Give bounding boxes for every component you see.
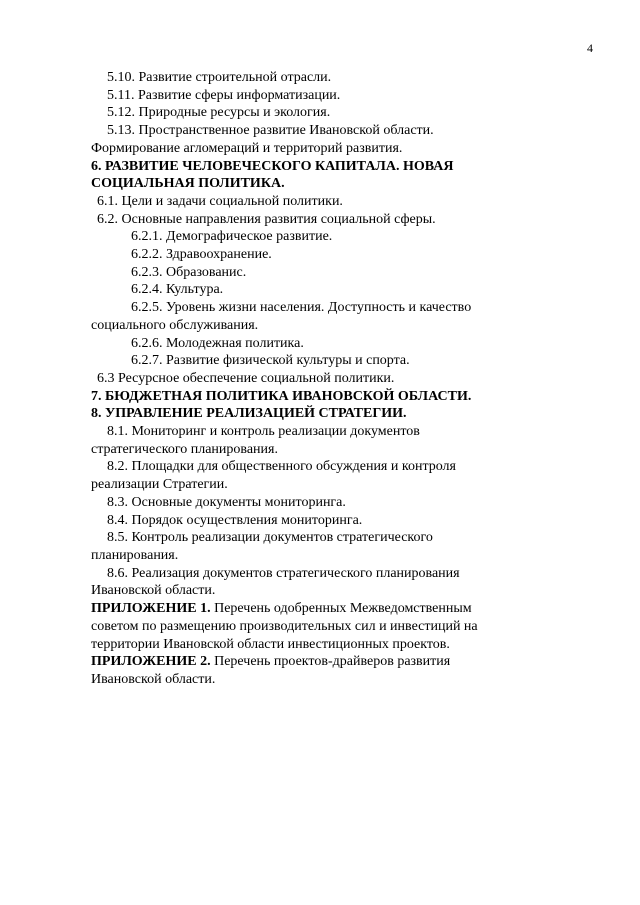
toc-item-5-11: 5.11. Развитие сферы информатизации. [107,87,341,103]
toc-item-5-12: 5.12. Природные ресурсы и экология. [107,105,331,121]
toc-item-6-1: 6.1. Цели и задачи социальной политики. [97,193,343,209]
toc-appendix-1-label: ПРИЛОЖЕНИЕ 1. [91,601,211,617]
toc-item-6-2-5-cont: социального обслуживания. [91,317,259,333]
toc-item-6-2-4: 6.2.4. Культура. [131,282,224,298]
toc-appendix-2-title: Перечень проектов-драйверов развития [210,654,451,670]
toc-item-5-13-cont: Формирование агломераций и территорий развития. [91,140,403,156]
toc-appendix-1-title: Перечень одобренных Межведомственным [210,601,472,617]
toc-appendix-2-label: ПРИЛОЖЕНИЕ 2. [91,654,211,670]
toc-item-6-2-6: 6.2.6. Молодежная политика. [131,335,304,351]
toc-item-8-2-cont: реализации Стратегии. [91,477,228,493]
toc-section-7-heading: 7. БЮДЖЕТНАЯ ПОЛИТИКА ИВАНОВСКОЙ ОБЛАСТИ. [91,388,472,404]
toc-section-6-heading-cont: СОЦИАЛЬНАЯ ПОЛИТИКА. [91,176,285,192]
toc-section-8-heading: 8. УПРАВЛЕНИЕ РЕАЛИЗАЦИЕЙ СТРАТЕГИИ. [91,406,407,422]
toc-item-6-2-3: 6.2.3. Образованис. [131,264,247,280]
toc-item-8-6: 8.6. Реализация документов стратегического планирования [107,565,460,581]
toc-item-8-2: 8.2. Площадки для общественного обсуждения и контроля [107,459,456,475]
toc-item-6-2-5: 6.2.5. Уровень жизни населения. Доступность и качество [131,300,472,316]
toc-item-6-2-1: 6.2.1. Демографическое развитие. [131,229,333,245]
toc-appendix-2-cont: Ивановской области. [91,671,216,687]
toc-item-5-13: 5.13. Пространственное развитие Ивановской области. [107,123,434,139]
toc-appendix-1-cont2: территории Ивановской области инвестиционных проектов. [91,636,450,652]
toc-item-6-2-2: 6.2.2. Здравоохранение. [131,247,272,263]
toc-item-8-4: 8.4. Порядок осуществления мониторинга. [107,512,363,528]
page-number: 4 [587,41,593,55]
toc-appendix-1 [91,600,531,618]
toc-item-5-10: 5.10. Развитие строительной отрасли. [107,70,332,85]
toc-item-8-1: 8.1. Мониторинг и контроль реализации документов [107,424,420,440]
toc-item-8-3: 8.3. Основные документы мониторинга. [107,494,346,510]
toc-item-6-2: 6.2. Основные направления развития социальной сферы. [97,211,436,227]
toc-item-6-2-7: 6.2.7. Развитие физической культуры и спорта. [131,353,410,369]
toc-appendix-1-cont: советом по размещению производительных сил и инвестиций на [91,618,478,634]
toc-item-8-5: 8.5. Контроль реализации документов стратегического [107,530,433,546]
toc-appendix-2 [91,653,531,671]
table-of-contents [91,69,531,689]
toc-item-6-3: 6.3 Ресурсное обеспечение социальной политики. [97,370,395,386]
toc-item-8-6-cont: Ивановской области. [91,583,216,599]
toc-item-8-5-cont: планирования. [91,547,179,563]
toc-item-8-1-cont: стратегического планирования. [91,441,278,457]
toc-section-6-heading: 6. РАЗВИТИЕ ЧЕЛОВЕЧЕСКОГО КАПИТАЛА. НОВАЯ [91,158,454,174]
